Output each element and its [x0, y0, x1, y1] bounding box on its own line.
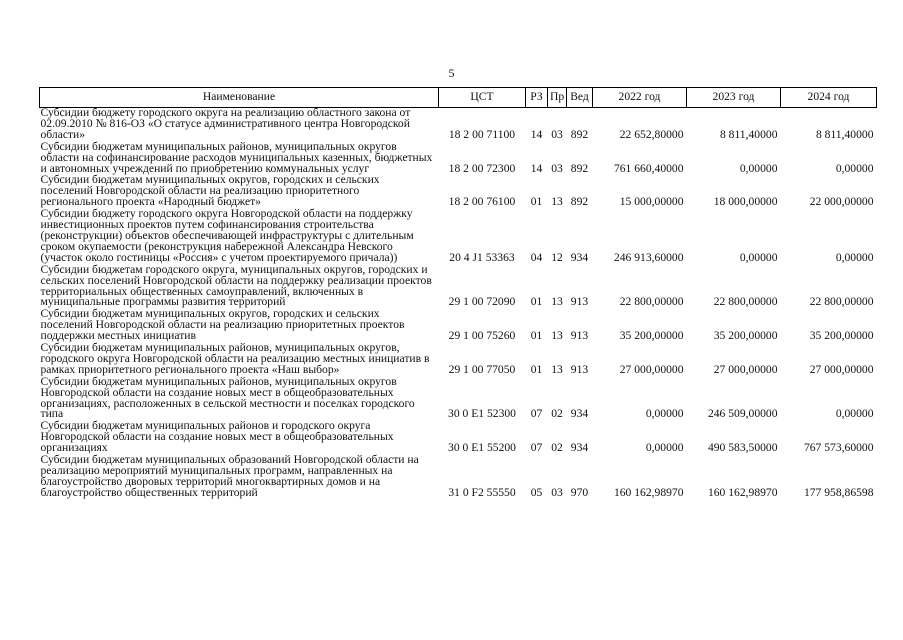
table-row: [40, 377, 877, 422]
row-2022: 246 913,60000: [613, 250, 684, 264]
row-2022: 22 652,80000: [619, 127, 684, 141]
row-rz: 14: [530, 161, 543, 175]
row-2024: 22 800,00000: [809, 295, 874, 309]
row-2023: 0,00000: [739, 161, 778, 175]
row-2022: 15 000,00000: [619, 195, 684, 209]
row-2023: 18 000,00000: [713, 195, 778, 209]
table-row: [40, 142, 877, 176]
row-rz: 01: [530, 329, 543, 343]
row-2023: 8 811,40000: [719, 127, 778, 141]
row-2024: 8 811,40000: [815, 127, 874, 141]
row-cst: 20 4 J1 53363: [449, 250, 515, 264]
row-2024: 22 000,00000: [809, 195, 874, 209]
row-2023: 246 509,00000: [707, 407, 778, 421]
row-name: Субсидии бюджетам муниципальных районов и городского округа Новгородской области на создание новых мест в общеобразовательных организациях: [40, 419, 394, 455]
row-cst: 31 0 F2 55550: [448, 485, 516, 499]
row-name: Субсидии бюджетам муниципальных округов, городских и сельских поселений Новгородской области на реализацию приоритетного регионального проекта «Народный бюджет»: [40, 173, 380, 209]
table-row: [40, 455, 877, 500]
header-rz: РЗ: [526, 88, 548, 108]
table-row: [40, 265, 877, 310]
row-2022: 22 800,00000: [619, 295, 684, 309]
row-2022: 0,00000: [645, 407, 684, 421]
row-pr: 13: [551, 362, 563, 376]
header-ved: Вед: [567, 88, 593, 108]
row-2023: 490 583,50000: [707, 441, 778, 455]
row-pr: 13: [551, 195, 563, 209]
row-rz: 01: [530, 362, 543, 376]
row-2023: 35 200,00000: [713, 329, 778, 343]
row-pr: 03: [551, 161, 563, 175]
row-2024: 767 573,60000: [803, 441, 874, 455]
header-pr: Пр: [548, 88, 567, 108]
row-2024: 0,00000: [835, 407, 874, 421]
row-2024: 27 000,00000: [809, 362, 874, 376]
row-cst: 29 1 00 75260: [448, 329, 516, 343]
page-number: 5: [448, 66, 455, 80]
budget-table: [39, 87, 877, 500]
row-2023: 160 162,98970: [707, 485, 778, 499]
row-cst: 29 1 00 72090: [448, 295, 516, 309]
row-pr: 13: [551, 295, 563, 309]
row-2023: 0,00000: [739, 250, 778, 264]
row-ved: 913: [570, 362, 589, 376]
row-pr: 02: [551, 407, 563, 421]
row-2022: 0,00000: [645, 441, 684, 455]
row-ved: 892: [570, 195, 589, 209]
row-2024: 0,00000: [835, 161, 874, 175]
table-row: [40, 343, 877, 377]
row-cst: 18 2 00 71100: [448, 127, 516, 141]
row-name: Субсидии бюджетам муниципальных районов, муниципальных округов области на софинансирование расходов муниципальных казенных, бюджетных и автономных учреждений по приобретению коммунальных услуг: [40, 139, 433, 175]
row-cst: 18 2 00 72300: [448, 161, 516, 175]
row-2023: 27 000,00000: [713, 362, 778, 376]
row-cst: 30 0 E1 52300: [448, 407, 516, 421]
table-row: [40, 108, 877, 142]
table-row: [40, 175, 877, 209]
header-cst: ЦСТ: [439, 88, 526, 108]
table-header-row: [40, 88, 877, 108]
row-cst: 30 0 E1 55200: [448, 441, 516, 455]
row-ved: 913: [570, 329, 589, 343]
row-rz: 07: [530, 407, 543, 421]
row-cst: 29 1 00 77050: [448, 362, 516, 376]
table-row: [40, 209, 877, 265]
header-2023: 2023 год: [687, 88, 781, 108]
row-ved: 934: [570, 407, 589, 421]
row-name: Субсидии бюджетам муниципальных образований Новгородской области на реализацию мероприятий муниципальных программ, направленных на благоустройство дворовых территорий многоквартирных домов и на благоустройство общественных территорий: [40, 453, 419, 499]
row-2022: 160 162,98970: [613, 485, 684, 499]
row-ved: 892: [570, 161, 589, 175]
row-2024: 177 958,86598: [803, 485, 874, 499]
row-name: Субсидии бюджетам муниципальных районов, муниципальных округов, городского округа Новгородской области на реализацию местных инициатив в рамках приоритетного регионального проекта «Наш выбор»: [40, 341, 430, 376]
row-pr: 13: [551, 329, 563, 343]
row-2022: 35 200,00000: [619, 329, 684, 343]
row-name: Субсидии бюджетам муниципальных районов, муниципальных округов Новгородской области на создание новых мест в общеобразовательных организациях, расположенных в сельской местности и поселках городского типа: [40, 374, 415, 421]
row-name: Субсидии бюджетам городского округа, муниципальных округов, городских и сельских поселений Новгородской области на поддержку реализации проектов территориальных общественных самоуправлений, включенных в муниципальные программы развития территорий: [40, 262, 432, 309]
header-2024: 2024 год: [781, 88, 877, 108]
row-rz: 01: [530, 295, 543, 309]
header-name: Наименование: [40, 88, 439, 108]
row-name: Субсидии бюджетам муниципальных округов, городских и сельских поселений Новгородской области на реализацию приоритетных проектов поддержки местных инициатив: [40, 307, 405, 343]
row-rz: 07: [530, 441, 543, 455]
row-ved: 913: [570, 295, 589, 309]
row-ved: 934: [570, 441, 589, 455]
row-rz: 04: [530, 250, 543, 264]
row-pr: 12: [551, 250, 563, 264]
row-pr: 03: [551, 485, 563, 499]
row-2022: 27 000,00000: [619, 362, 684, 376]
table-row: [40, 421, 877, 455]
row-rz: 01: [530, 195, 543, 209]
row-2022: 761 660,40000: [613, 161, 684, 175]
header-2022: 2022 год: [593, 88, 687, 108]
row-ved: 970: [570, 485, 589, 499]
row-cst: 18 2 00 76100: [448, 195, 516, 209]
row-pr: 03: [551, 127, 563, 141]
row-2023: 22 800,00000: [713, 295, 778, 309]
row-name: Субсидии бюджету городского округа на реализацию областного закона от 02.09.2010 № 816-ОЗ «О статусе административного центра Новгородской области»: [40, 106, 411, 141]
row-ved: 892: [570, 127, 589, 141]
row-2024: 0,00000: [835, 250, 874, 264]
row-pr: 02: [551, 441, 563, 455]
row-name: Субсидии бюджету городского округа Новгородской области на поддержку инвестиционных проектов путем софинансирования строительства (реконструкции) объектов обеспечивающей инфраструктуры с длительным сроком окупаемости (реконструкция набережной Александра Невского (участок около гостиницы «Россия» с учетом проектируемого причала)): [40, 207, 414, 264]
row-rz: 05: [530, 485, 543, 499]
row-rz: 14: [530, 127, 543, 141]
row-ved: 934: [570, 250, 589, 264]
table-row: [40, 309, 877, 343]
row-2024: 35 200,00000: [809, 329, 874, 343]
